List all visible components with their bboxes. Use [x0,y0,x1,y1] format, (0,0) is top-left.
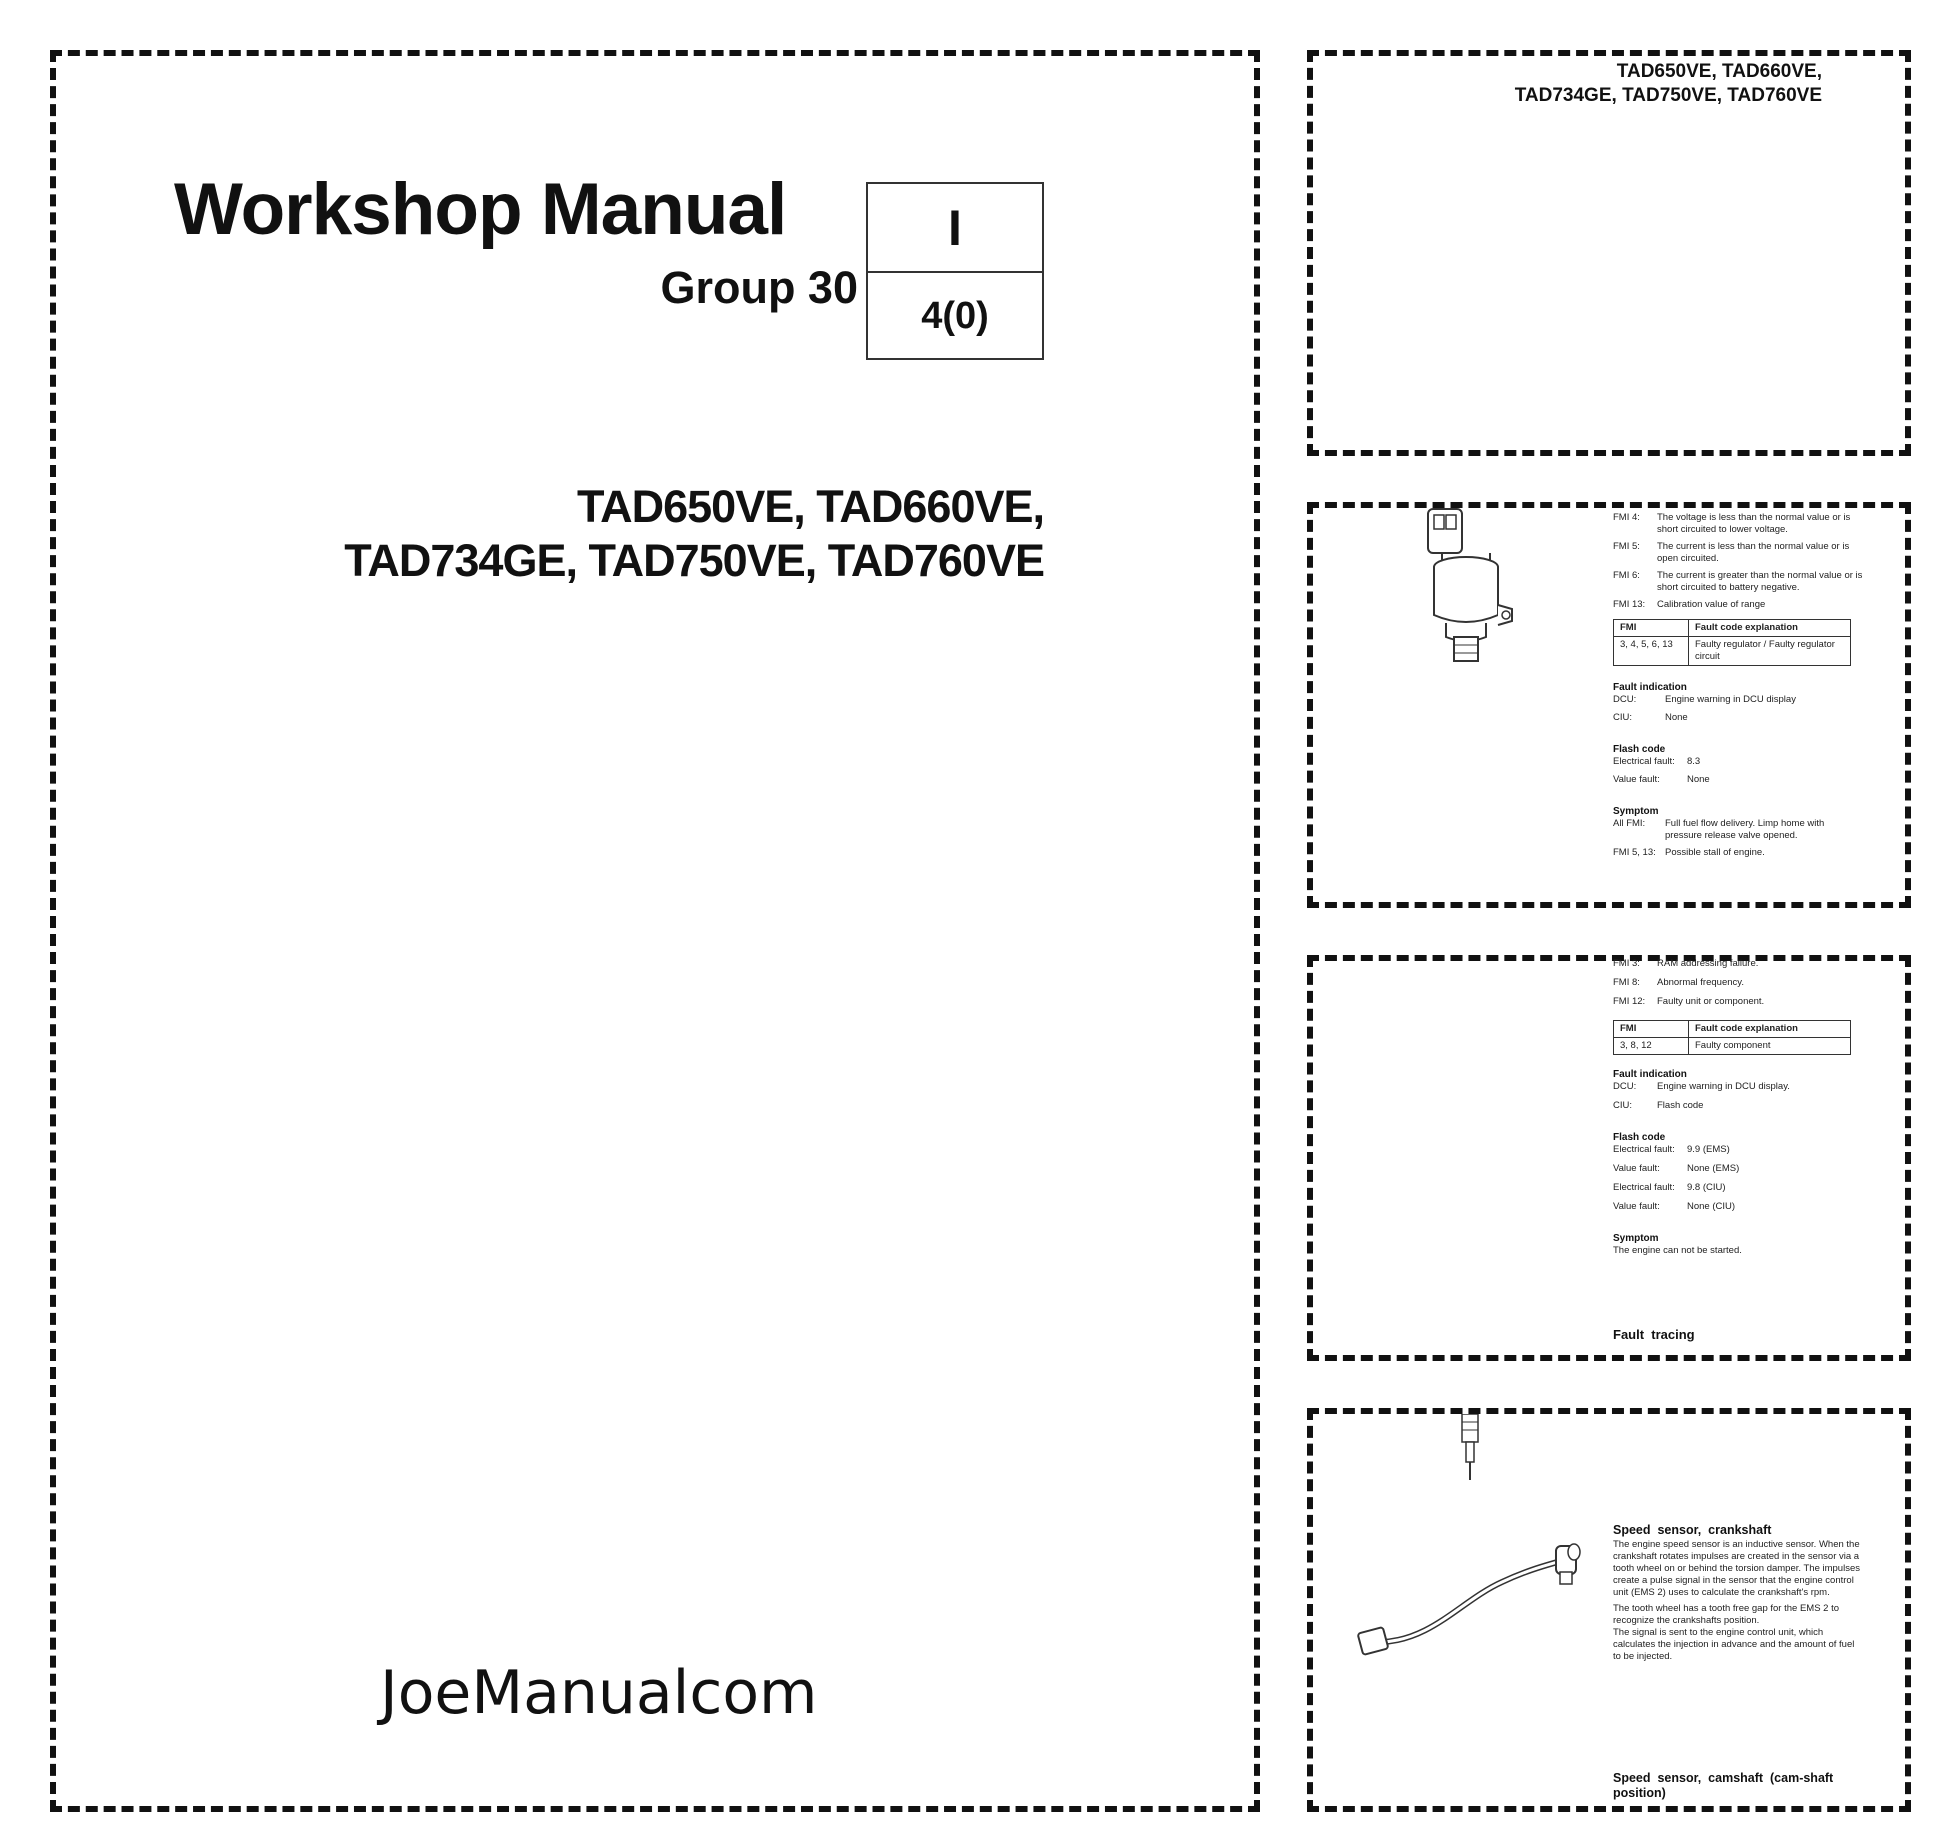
fmi-code: FMI 5: [1613,541,1640,552]
group-label: Group 30 [660,262,858,313]
fmi-row [1613,977,1863,989]
fmi-code: FMI 12: [1613,996,1646,1007]
dcu-label: DCU: [1613,1081,1637,1092]
flash-value: 8.3 [1687,756,1701,767]
symptom-text: The engine can not be started. [1613,1245,1742,1256]
symptom-label: All FMI: [1613,818,1646,829]
fmi-code: FMI 4: [1613,512,1640,523]
fmi-text: The current is less than the normal value or is open circuited. [1657,541,1850,564]
pressure-regulator-image [1420,505,1520,670]
engine-models-line1: TAD650VE, TAD660VE, [576,481,1044,532]
flash-label: Electrical fault: [1613,756,1675,767]
flash-value: None [1687,774,1710,785]
fmi-text: The voltage is less than the normal value or is short circuited to lower voltage. [1657,512,1851,535]
table-header: Fault code explanation [1689,1021,1851,1038]
thumb3-text [1613,958,1863,1257]
section-heading: Speed sensor, crankshaft [1613,1523,1772,1537]
fmi-text: RAM addressing failure. [1657,958,1759,969]
thumb1-models-line2: TAD734GE, TAD750VE, TAD760VE [1514,85,1822,106]
flash-label: Electrical fault: [1613,1182,1675,1193]
engine-models [300,480,1044,588]
section-heading: Fault indication [1613,1069,1687,1080]
section-code-box [866,182,1044,360]
flash-label: Value fault: [1613,1163,1660,1174]
fmi-text: The current is greater than the normal value or is short circuited to battery negative. [1657,570,1863,593]
flash-value: 9.8 (CIU) [1687,1182,1726,1193]
fmi-code: FMI 3: [1613,958,1640,969]
section-heading: Symptom [1613,806,1659,817]
fmi-row [1613,996,1863,1008]
symptom-label: FMI 5, 13: [1613,847,1656,858]
fmi-text: Faulty unit or component. [1657,996,1765,1007]
dcu-value: Engine warning in DCU display [1665,694,1796,705]
table-header: FMI [1614,1021,1689,1038]
section-heading: Symptom [1613,1233,1659,1244]
fmi-code: FMI 8: [1613,977,1640,988]
fmi-row [1613,512,1863,536]
fmi-text: Abnormal frequency. [1657,977,1744,988]
page-thumbnail-1[interactable] [1307,50,1911,456]
fmi-row [1613,958,1863,970]
cover-page [50,50,1260,1812]
dcu-label: DCU: [1613,694,1637,705]
ciu-label: CIU: [1613,712,1632,723]
paragraph: The signal is sent to the engine control unit, which calculates the injection in advance and the amount of fuel to be injected. [1613,1627,1855,1662]
fmi-row [1613,570,1863,594]
fault-code-table [1613,1020,1851,1055]
section-heading: Flash code [1613,744,1666,755]
section-code-top: I [868,184,1042,273]
symptom-value: Full fuel flow delivery. Limp home with pressure release valve opened. [1665,818,1825,841]
section-heading: Flash code [1613,1132,1666,1143]
manual-title: Workshop Manual [174,169,787,250]
table-header: FMI [1614,620,1689,637]
table-cell: Faulty component [1689,1038,1851,1055]
flash-value: None (EMS) [1687,1163,1740,1174]
thumb1-models-line1: TAD650VE, TAD660VE, [1616,61,1822,82]
symptom-value: Possible stall of engine. [1665,847,1765,858]
fault-code-table [1613,619,1851,666]
flash-label: Value fault: [1613,774,1660,785]
paragraph: The tooth wheel has a tooth free gap for the EMS 2 to recognize the crankshafts position. [1613,1603,1840,1626]
fmi-code: FMI 13: [1613,599,1646,610]
thumb4-text [1613,1524,1861,1663]
flash-label: Electrical fault: [1613,1144,1675,1155]
crankshaft-speed-sensor-image [1352,1530,1592,1670]
fmi-row [1613,599,1863,611]
paragraph: The engine speed sensor is an inductive sensor. When the crankshaft rotates impulses are created in the sensor via a tooth wheel on or behind the torsion damper. The impulses create a pulse signal in the sensor that the engine control unit (EMS 2) uses to calculate the crankshaft's rpm. [1613,1539,1860,1598]
engine-models-line2: TAD734GE, TAD750VE, TAD760VE [344,535,1044,586]
thumb2-text [1613,512,1863,859]
section-heading: Fault indication [1613,682,1687,693]
camshaft-sensor-top-image [1455,1414,1485,1484]
flash-value: 9.9 (EMS) [1687,1144,1730,1155]
fmi-row [1613,541,1863,565]
fault-tracing-heading: Fault tracing [1613,1327,1695,1342]
table-cell: 3, 8, 12 [1614,1038,1689,1055]
ciu-value: Flash code [1657,1100,1704,1111]
table-cell: 3, 4, 5, 6, 13 [1614,637,1689,666]
ciu-label: CIU: [1613,1100,1632,1111]
fmi-code: FMI 6: [1613,570,1640,581]
watermark-text: JoeManualcom [380,1658,818,1728]
flash-label: Value fault: [1613,1201,1660,1212]
camshaft-sensor-heading: Speed sensor, camshaft (cam-shaft position) [1613,1771,1841,1800]
flash-value: None (CIU) [1687,1201,1736,1212]
section-code-bottom: 4(0) [921,295,989,337]
ciu-value: None [1665,712,1688,723]
fmi-text: Calibration value of range [1657,599,1766,610]
table-cell: Faulty regulator / Faulty regulator circuit [1689,637,1851,666]
dcu-value: Engine warning in DCU display. [1657,1081,1790,1092]
table-header: Fault code explanation [1689,620,1851,637]
thumb1-models [1460,60,1822,108]
